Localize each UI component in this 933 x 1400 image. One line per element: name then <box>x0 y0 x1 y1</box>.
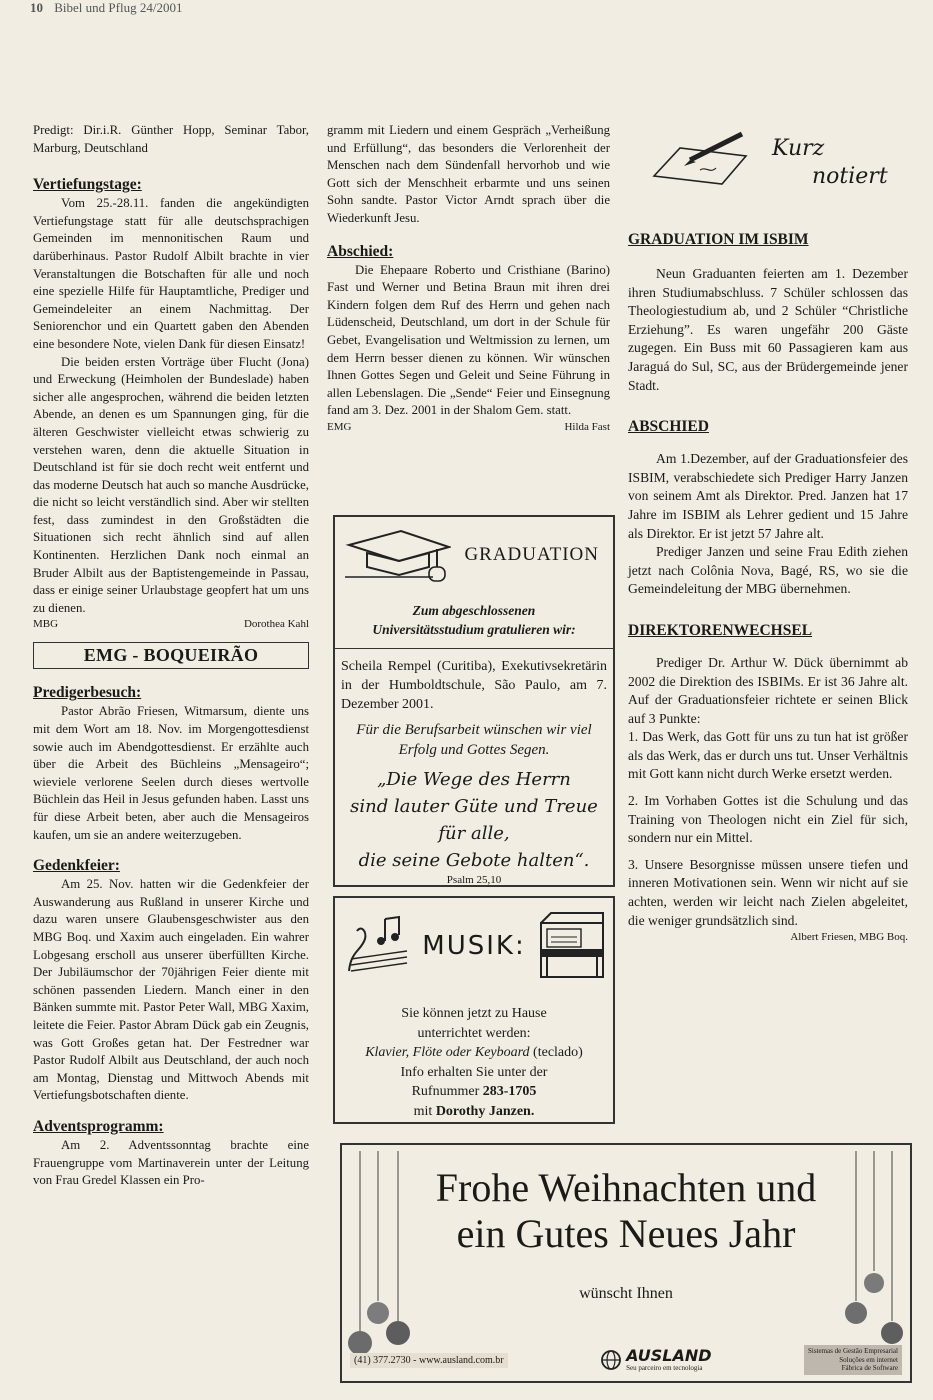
musik-phone-number: 283-1705 <box>482 1084 537 1099</box>
point-1: 1. Das Werk, das Gott für uns zu tun hat ist größer als das Werk, das er durch uns tut. Unser Verhältnis mit Gott kann nicht durch Werke ersetzt werden. <box>628 729 908 782</box>
musik-line-2: unterrichtet werden: <box>417 1025 531 1041</box>
ad-brand-tagline: Seu parceiro em tecnologia <box>626 1364 703 1372</box>
musik-instruments: Klavier, Flöte oder Keyboard <box>365 1045 530 1060</box>
verse-line-2: sind lauter Güte und Treue <box>350 796 598 817</box>
abschied-paragraph: Die Ehepaare Roberto und Cristhiane (Barino) Fast und Werner und Betina Braun mit ihren drei Kindern folgen dem Ruf des Herrn und gehen nach Lüdenscheid, Deutschland, um dort in der Schule für Gebet, Evangelisation und Weltmission zu lernen, um dem Herrn besser dienen zu können. Wir wünschen Ihnen Gottes Segen und Geleit und Seine Führung in allen Lebenslagen. Die „Sende“ Feier und Einsegnung fand am 3. Dez. 2001 in der Shalom Gem. statt. <box>327 262 610 418</box>
continued-paragraph: gramm mit Liedern und einem Gespräch „Verheißung und Erfüllung“, das besonders die Verlorenheit der Menschen nach dem Sündenfall hervorhob und wie Gott sich der Menschheit erbarmte und uns seinen Sohn sandte. Pastor Victor Arndt sprach über die Wiederkunft Jesu. <box>327 123 610 225</box>
graduation-subtitle-1: Zum abgeschlossenen <box>412 603 536 618</box>
section-title-abschied: Abschied: <box>327 242 394 260</box>
ad-service-3: Fábrica de Software <box>841 1364 898 1373</box>
graduation-cap-icon <box>341 527 451 583</box>
signature-org: MBG <box>33 618 59 631</box>
graduation-isbim-paragraph: Neun Graduanten feierten am 1. Dezember ihren Studiumabschluss. 7 Schüler schlossen das Theologiestudium ab, und 2 Schüler “Christliche Erziehung”. Es waren ungefähr 200 Gäste zugegen. Ein Buss mit 60 Passagieren kam aus Jaraguá do Sul, SC, aus der Brüdergemeinde jener Stadt. <box>628 266 908 393</box>
section-title-gedenkfeier: Gedenkfeier: <box>33 857 120 875</box>
vertiefungstage-paragraph-1: Vom 25.-28.11. fanden die angekündigten Vertiefungstage statt für alle deutschsprachigen Gemeinden im mennonitischen Raum und darüberhinaus. Pastor Rudolf Albilt brachte in vier Veranstaltungen die Botschaften für alle und noch eine spezielle Hilfe für Hauptamtliche, Prediger und Gemeindeleiter an einem Nachmittag. Der Seniorenchor und ein Quartett gaben den Abenden eine besondere Note, vielen Dank für diesen Einsatz! <box>33 196 309 351</box>
emg-boqueirao-box: EMG - BOQUEIRÃO <box>33 642 309 669</box>
column-3 <box>628 230 908 945</box>
musik-phone-label: Rufnummer <box>411 1084 480 1099</box>
signature-dorothea <box>33 617 309 632</box>
musik-box <box>333 896 615 1124</box>
graduation-wish: Für die Berufsarbeit wünschen wir viel Erfolg und Gottes Segen. <box>356 722 592 758</box>
musik-line-1: Sie können jetzt zu Hause <box>401 1006 547 1021</box>
signature-author: Hilda Fast <box>564 420 610 433</box>
christmas-greeting-line-1: Frohe Weihnachten und <box>435 1165 817 1210</box>
verse-line-3: für alle, <box>438 823 510 844</box>
signature-author: Dorothea Kahl <box>243 618 309 631</box>
section-title-direktorenwechsel: DIREKTORENWECHSEL <box>628 621 813 639</box>
predigerbesuch-paragraph: Pastor Abrão Friesen, Witmarsum, diente uns mit dem Wort am 18. Nov. im Morgengottesdienst sowie auch im Abendgottesdienst. Er erzählte auch über die Arbeit des Büchleins „Mensageiro“; wieviele verlorene Seelen durch dieses wertvolle Büchlein das Heil in Jesus gefunden haben. Lasst uns für diese Arbeit beten, aber auch die Mensageiros kaufen, um sie an andere weiterzugeben. <box>33 704 309 842</box>
signature-albert: Albert Friesen, MBG Boq. <box>790 931 908 944</box>
musik-line-4: Info erhalten Sie unter der <box>400 1064 548 1080</box>
ad-brand-name: AUSLAND <box>626 1346 712 1365</box>
graduation-divider <box>335 648 613 649</box>
piano-icon <box>537 909 607 983</box>
ad-brand-block <box>600 1348 711 1372</box>
ornament-right-icon <box>844 1151 904 1371</box>
preacher-line: Predigt: Dir.i.R. Günther Hopp, Seminar Tabor, Marburg, Deutschland <box>33 123 309 155</box>
section-title-graduation-isbim: GRADUATION IM ISBIM <box>628 231 809 248</box>
section-title-adventsprogramm: Adventsprogramm: <box>33 1117 164 1135</box>
christmas-greeting-line-2: ein Gutes Neues Jahr <box>456 1211 796 1256</box>
graduation-subtitle-2: Universitätsstudium gratulieren wir: <box>372 622 576 637</box>
section-title-vertiefungstage: Vertiefungstage: <box>33 176 142 194</box>
gedenkfeier-paragraph: Am 25. Nov. hatten wir die Gedenkfeier der Auswanderung aus Rußland in unserer Kirche und dazu waren unsere Glaubensgeschwister aus den MBG Boq. und Xaxim auch eingeladen. Ein wahrer Lobgesang erscholl aus unserer überfüllten Kirche. Der Jubiläumschor der 70jährigen Feier diente mit schönen passenden Liedern. Manch einer in den Bänken summte mit. Pastor Peter Wall, MBG Xaxim, leitete die Feier. Pastor Abram Dück gab ein Zeugnis, was Gott Großes getan hat. Der Festredner war Pastor Rudolf Albilt aus Deutschland, der auch noch am Montag, Dienstag und Mittwoch Abends mit Vertiefungsbotschaften diente. <box>33 877 309 1103</box>
vertiefungstage-paragraph-2: Die beiden ersten Vorträge über Flucht (Jona) und Erweckung (Heimholen der Bundeslade) haben sicher alle angesprochen, während die beiden letzten Abende, an denen es um Spannungen ging, für die älteren Geschwister vielleicht etwas schwierig zu verstehen waren, denn die aktuelle Situation in Deutschland ist für sie doch recht weit entfernt und das moderne Deutsch hat auch so manche Ausdrücke, die nicht so leicht verständlich sind. Aber wir stellten fest, dass zumindest in den Großstädten die Situationen sich recht ähnlich sind auf allen Kontinenten. Herzlichen Dank noch einmal an Bruder Albilt aus der Baptistengemeinde in Passau, dass er einige seiner Urlaubstage geopfert hat um uns zu dienen. <box>33 354 309 615</box>
signature-org: EMG <box>327 420 352 433</box>
ad-service-1: Sistemas de Gestão Empresarial <box>807 1347 898 1356</box>
musik-instruments-note: (teclado) <box>533 1045 583 1060</box>
page-number: 10 <box>30 0 43 15</box>
ad-services <box>804 1345 902 1375</box>
christmas-advertisement <box>340 1143 912 1383</box>
direktorenwechsel-paragraph: Prediger Dr. Arthur W. Dück übernimmt ab 2002 die Direktion des ISBIMs. Er ist 36 Jahre alt. Auf der Graduationsfeier richtete er seinen Blick auf 3 Punkte: <box>628 654 908 726</box>
musik-title: MUSIK: <box>422 931 526 961</box>
verse-reference: Psalm 25,10 <box>446 874 502 886</box>
kurz-notiert-header <box>640 118 910 198</box>
ad-phone-web: (41) 377.2730 - www.ausland.com.br <box>350 1353 508 1368</box>
graduation-text: Scheila Rempel (Curitiba), Exekutivsekretärin in der Humboldtschule, São Paulo, am 7. Dezember 2001. <box>341 659 607 712</box>
globe-icon <box>600 1349 622 1371</box>
verse-line-1: „Die Wege des Herrn <box>377 769 571 790</box>
music-notes-icon <box>341 911 411 981</box>
verse-line-4: die seine Gebote halten“. <box>358 850 590 871</box>
graduation-title: GRADUATION <box>464 544 599 565</box>
section-title-predigerbesuch: Predigerbesuch: <box>33 684 142 702</box>
christmas-subline: wünscht Ihnen <box>579 1285 673 1302</box>
publication-name: Bibel und Pflug 24/2001 <box>54 0 183 15</box>
page-header <box>30 0 182 16</box>
ad-footer <box>342 1347 910 1373</box>
notiert-text: notiert <box>812 164 888 189</box>
abschied-right-paragraph-1: Am 1.Dezember, auf der Graduationsfeier des ISBIM, verabschiedete sich Prediger Harry Janzen von seinem Amt als Direktor. Pred. Janzen hat 17 Jahre im ISBIM als Lehrer gedient und 15 Jahre als Direktor. Er ist jetzt 57 Jahre alt. <box>628 451 908 541</box>
pen-and-paper-icon <box>650 126 750 188</box>
section-title-abschied-right: ABSCHIED <box>628 418 709 436</box>
musik-contact-label: mit <box>413 1103 433 1119</box>
point-3: 3. Unsere Besorgnisse müssen unsere tiefen und inneren Motivationen sein. Wenn wir nicht auf sie achten, werden wir leicht nach Zielen abgeleitet, die weniger grundsätzlich sind. <box>628 856 908 928</box>
column-1 <box>33 122 309 1190</box>
signature-hilda <box>327 420 610 435</box>
adventsprogramm-paragraph: Am 2. Adventssonntag brachte eine Frauengruppe vom Martinaverein unter der Leitung von Frau Gredel Klassen ein Pro- <box>33 1137 309 1188</box>
abschied-right-paragraph-2: Prediger Janzen und seine Frau Edith ziehen jetzt nach Colônia Nova, Bagé, RS, wo sie die Gemeindeleitung der MBG übernehmen. <box>628 544 908 597</box>
point-2: 2. Im Vorhaben Gottes ist die Schulung und das Training von Theologen nicht ein Ziel für sich, sondern nur ein Mittel. <box>628 793 908 846</box>
musik-contact-name: Dorothy Janzen. <box>435 1103 535 1119</box>
graduation-box <box>333 515 615 887</box>
kurz-text: Kurz <box>772 136 825 161</box>
column-2 <box>327 122 610 435</box>
ad-service-2: Soluções em internet <box>839 1355 898 1364</box>
